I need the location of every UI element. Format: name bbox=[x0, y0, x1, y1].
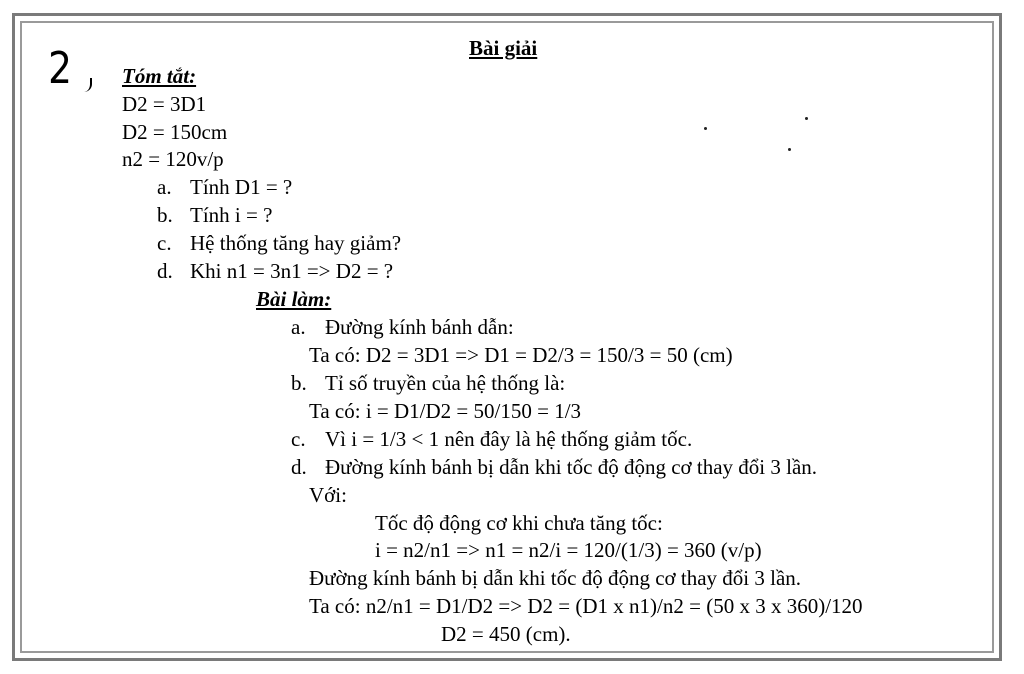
solution-d-title: Đường kính bánh bị dẫn khi tốc độ động cơ thay đổi 3 lần. bbox=[325, 455, 818, 479]
solution-b-calc: Ta có: i = D1/D2 = 50/150 = 1/3 bbox=[309, 399, 582, 423]
question-marker: d. bbox=[157, 259, 173, 283]
solution-d-diameter-label: Đường kính bánh bị dẫn khi tốc độ động cơ thay đổi 3 lần. bbox=[309, 566, 802, 590]
given-line: n2 = 120v/p bbox=[122, 147, 224, 171]
question-marker: c. bbox=[157, 231, 172, 255]
stray-dot bbox=[704, 127, 707, 130]
question-text: Tính i = ? bbox=[190, 203, 273, 227]
solution-d-with: Với: bbox=[309, 483, 347, 507]
solution-d-result: D2 = 450 (cm). bbox=[441, 622, 571, 646]
given-line: D2 = 150cm bbox=[122, 120, 228, 144]
solution-marker: a. bbox=[291, 315, 306, 339]
question-text: Tính D1 = ? bbox=[190, 175, 293, 199]
solution-marker: b. bbox=[291, 371, 307, 395]
given-line: D2 = 3D1 bbox=[122, 92, 207, 116]
solution-d-speed-label: Tốc độ động cơ khi chưa tăng tốc: bbox=[375, 511, 663, 535]
question-marker: b. bbox=[157, 203, 173, 227]
stray-dot bbox=[805, 117, 808, 120]
solution-c-text: Vì i = 1/3 < 1 nên đây là hệ thống giảm tốc. bbox=[325, 427, 693, 451]
solution-marker: d. bbox=[291, 455, 307, 479]
solution-marker: c. bbox=[291, 427, 306, 451]
solution-a-title: Đường kính bánh dẫn: bbox=[325, 315, 514, 339]
question-marker: a. bbox=[157, 175, 172, 199]
page-title: Bài giải bbox=[469, 36, 538, 60]
solution-b-title: Tỉ số truyền của hệ thống là: bbox=[325, 371, 566, 395]
question-text: Hệ thống tăng hay giảm? bbox=[190, 231, 402, 255]
solution-heading: Bài làm: bbox=[256, 287, 332, 311]
stray-dot bbox=[788, 148, 791, 151]
handwritten-number: 2 bbox=[48, 43, 72, 94]
solution-a-calc: Ta có: D2 = 3D1 => D1 = D2/3 = 150/3 = 50 (cm) bbox=[309, 343, 733, 367]
solution-d-calc: Ta có: n2/n1 = D1/D2 => D2 = (D1 x n1)/n2 = (50 x 3 x 360)/120 bbox=[309, 594, 863, 618]
summary-heading: Tóm tắt: bbox=[122, 64, 197, 88]
question-text: Khi n1 = 3n1 => D2 = ? bbox=[190, 259, 394, 283]
solution-d-speed-calc: i = n2/n1 => n1 = n2/i = 120/(1/3) = 360 (v/p) bbox=[375, 538, 762, 562]
